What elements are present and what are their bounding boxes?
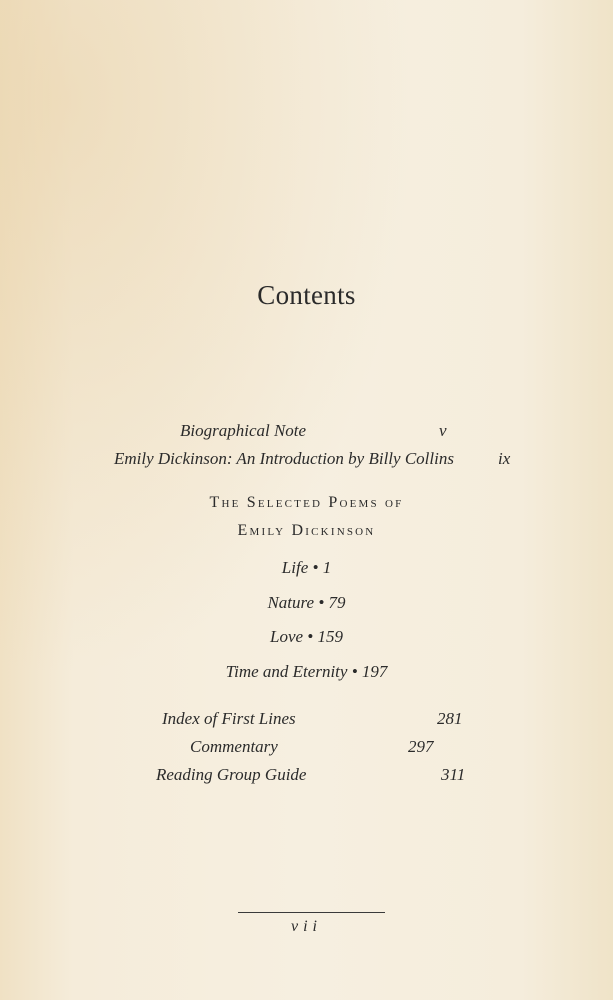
toc-part-separator: •	[318, 593, 325, 612]
toc-entry-title: Index of First Lines	[162, 709, 296, 728]
toc-part	[0, 593, 613, 613]
toc-entry-title: Reading Group Guide	[156, 765, 307, 784]
toc-entry-page: ix	[498, 449, 511, 468]
footer-rule	[238, 912, 385, 913]
toc-part-separator: •	[351, 662, 358, 681]
toc-entry-title: Commentary	[190, 737, 278, 756]
toc-part-page: 79	[328, 593, 346, 612]
toc-part-title: Life	[281, 558, 309, 577]
toc-part-page: 197	[361, 662, 388, 681]
toc-entry-title: Emily Dickinson: An Introduction by Billy Collins	[114, 449, 454, 468]
toc-part	[0, 627, 613, 647]
toc-part-title: Love	[270, 627, 304, 646]
toc-entry-title: Biographical Note	[180, 421, 307, 440]
toc-part-title: Time and Eternity	[225, 662, 348, 681]
section-heading-line1: The Selected Poems of	[209, 494, 404, 511]
toc-part	[0, 662, 613, 682]
toc-part-page: 159	[317, 627, 343, 646]
toc-entry-page: 281	[437, 709, 463, 728]
page-title: Contents	[257, 280, 356, 310]
page-number: vii	[291, 918, 322, 935]
section-heading-line2: Emily Dickinson	[237, 522, 376, 539]
toc-entry-page: 311	[441, 765, 466, 784]
toc-entry-page: 297	[408, 737, 434, 756]
toc-part-separator: •	[312, 558, 319, 577]
toc-part-title: Nature	[267, 593, 315, 612]
toc-entry-page: v	[439, 421, 447, 440]
toc-part	[0, 558, 613, 578]
toc-part-separator: •	[307, 627, 314, 646]
toc-part-page: 1	[322, 558, 332, 577]
